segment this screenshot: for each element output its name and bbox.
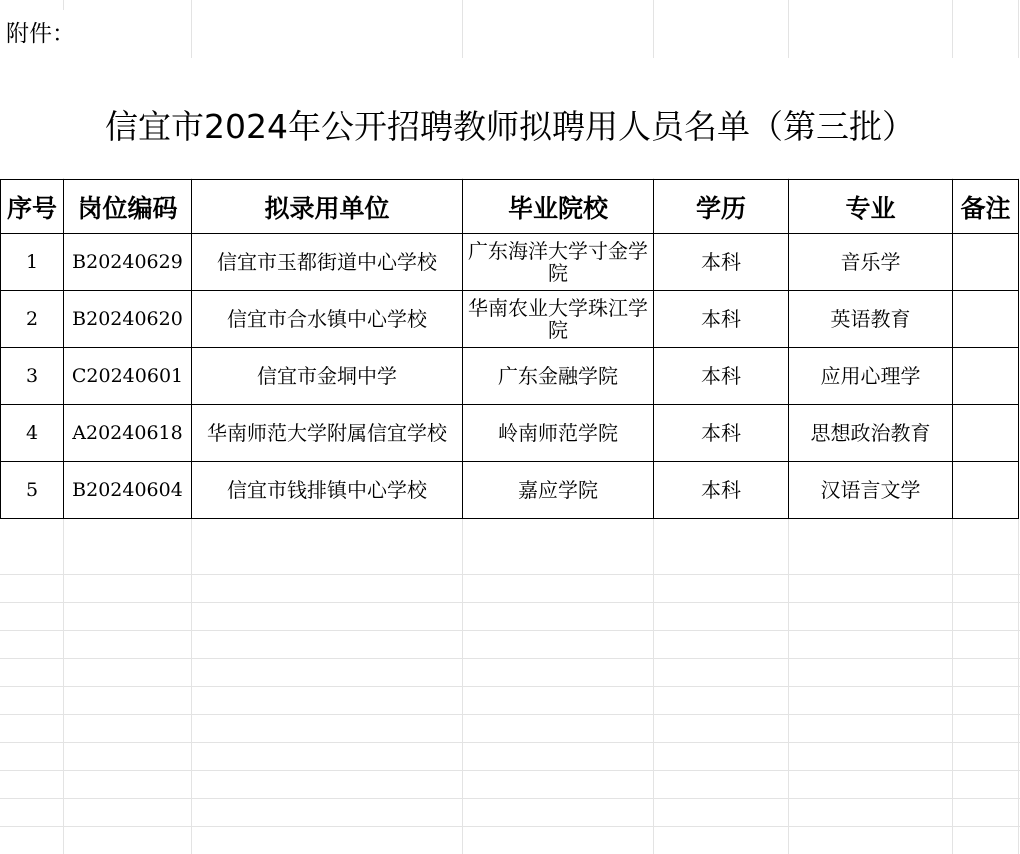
cell-major: 英语教育 xyxy=(789,291,953,348)
column-header-unit: 拟录用单位 xyxy=(192,180,463,234)
cell-note xyxy=(953,405,1019,462)
column-header-code: 岗位编码 xyxy=(64,180,192,234)
table-row xyxy=(1,462,1019,519)
column-header-no: 序号 xyxy=(1,180,64,234)
cell-unit-text: 信宜市钱排镇中心学校 xyxy=(227,478,427,502)
cell-no: 1 xyxy=(1,234,64,291)
cell-school xyxy=(463,291,654,348)
cell-code: B20240629 xyxy=(64,234,192,291)
cell-school xyxy=(463,348,654,405)
table-row xyxy=(1,348,1019,405)
cell-note xyxy=(953,348,1019,405)
cell-degree: 本科 xyxy=(654,234,789,291)
cell-unit-text: 信宜市玉都街道中心学校 xyxy=(217,250,437,274)
document-title-text: 信宜市2024年公开招聘教师拟聘用人员名单（第三批） xyxy=(105,106,915,146)
cell-school-text: 岭南师范学院 xyxy=(498,421,618,445)
cell-code: A20240618 xyxy=(64,405,192,462)
table-row xyxy=(1,405,1019,462)
cell-no: 3 xyxy=(1,348,64,405)
cell-school xyxy=(463,405,654,462)
table-row xyxy=(1,234,1019,291)
cell-no: 2 xyxy=(1,291,64,348)
cell-major: 应用心理学 xyxy=(789,348,953,405)
cell-major: 音乐学 xyxy=(789,234,953,291)
cell-unit-text: 信宜市合水镇中心学校 xyxy=(227,307,427,331)
table-header-row xyxy=(1,180,1019,234)
cell-degree: 本科 xyxy=(654,462,789,519)
cell-code: C20240601 xyxy=(64,348,192,405)
cell-school-text: 华南农业大学珠江学院 xyxy=(468,296,648,342)
cell-school-text: 广东金融学院 xyxy=(498,364,618,388)
cell-degree: 本科 xyxy=(654,291,789,348)
cell-degree: 本科 xyxy=(654,348,789,405)
column-header-major: 专业 xyxy=(789,180,953,234)
cell-code: B20240620 xyxy=(64,291,192,348)
cell-no: 5 xyxy=(1,462,64,519)
cell-no: 4 xyxy=(1,405,64,462)
hire-roster-table xyxy=(0,179,1019,519)
column-header-degree: 学历 xyxy=(654,180,789,234)
cell-note xyxy=(953,234,1019,291)
cell-school xyxy=(463,462,654,519)
cell-unit-text: 信宜市金垌中学 xyxy=(257,364,397,388)
cell-unit xyxy=(192,405,463,462)
cell-code: B20240604 xyxy=(64,462,192,519)
column-header-school: 毕业院校 xyxy=(463,180,654,234)
cell-major: 思想政治教育 xyxy=(789,405,953,462)
cell-note xyxy=(953,462,1019,519)
cell-degree: 本科 xyxy=(654,405,789,462)
cell-school xyxy=(463,234,654,291)
attachment-label: 附件： xyxy=(6,10,81,58)
cell-unit xyxy=(192,348,463,405)
cell-note xyxy=(953,291,1019,348)
cell-unit xyxy=(192,234,463,291)
column-header-note: 备注 xyxy=(953,180,1019,234)
cell-school-text: 广东海洋大学寸金学院 xyxy=(468,239,648,285)
cell-unit xyxy=(192,462,463,519)
cell-major: 汉语言文学 xyxy=(789,462,953,519)
table-row xyxy=(1,291,1019,348)
cell-unit xyxy=(192,291,463,348)
document-title xyxy=(0,58,1020,178)
cell-school-text: 嘉应学院 xyxy=(518,478,598,502)
cell-unit-text: 华南师范大学附属信宜学校 xyxy=(207,421,447,445)
